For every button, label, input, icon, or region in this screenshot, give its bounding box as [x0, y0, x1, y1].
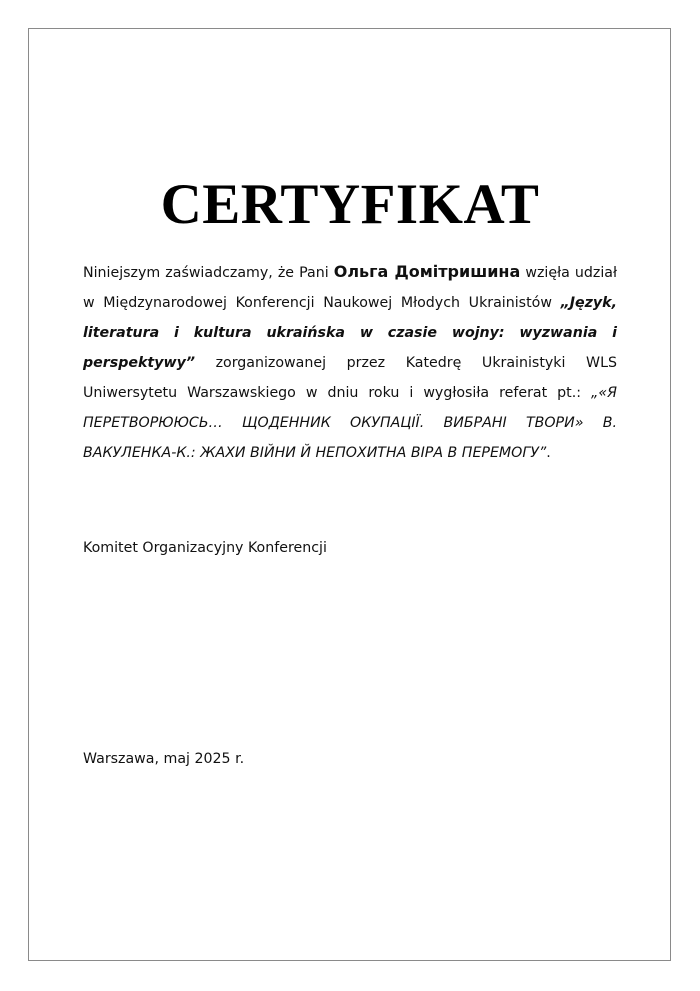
conference-title: „Język, literatura i kultura ukraińska w czasie wojny: wyzwania i perspektywy” [83, 295, 617, 371]
place-and-date: Warszawa, maj 2025 r. [83, 751, 245, 767]
organizer-text: zorganizowanej przez Katedrę Ukrainistyki WLS Uniwersytetu Warszawskiego w dniu roku i wygłosiła referat pt.: [83, 355, 617, 401]
certificate-body [83, 257, 617, 468]
organizing-committee: Komitet Organizacyjny Konferencji [83, 540, 327, 556]
recipient-name: Ольга Домітришина [333, 262, 521, 281]
closing-punctuation: . [546, 445, 551, 461]
intro-text: Niniejszym zaświadczamy, że Pani [83, 265, 334, 281]
certificate-border [28, 28, 671, 961]
participation-text: wzięła udział w Międzynarodowej Konferencji Naukowej Młodych Ukrainistów [83, 265, 617, 311]
certificate-title: CERTYFIKAT [160, 173, 540, 236]
paper-title: „«Я ПЕРЕТВОРЮЮСЬ… ЩОДЕННИК ОКУПАЦІЇ. ВИБРАНІ ТВОРИ» В. ВАКУЛЕНКА-К.: ЖАХИ ВІЙНИ Й НЕПОХИТНА ВІРА В ПЕРЕМОГУ” [83, 385, 617, 461]
